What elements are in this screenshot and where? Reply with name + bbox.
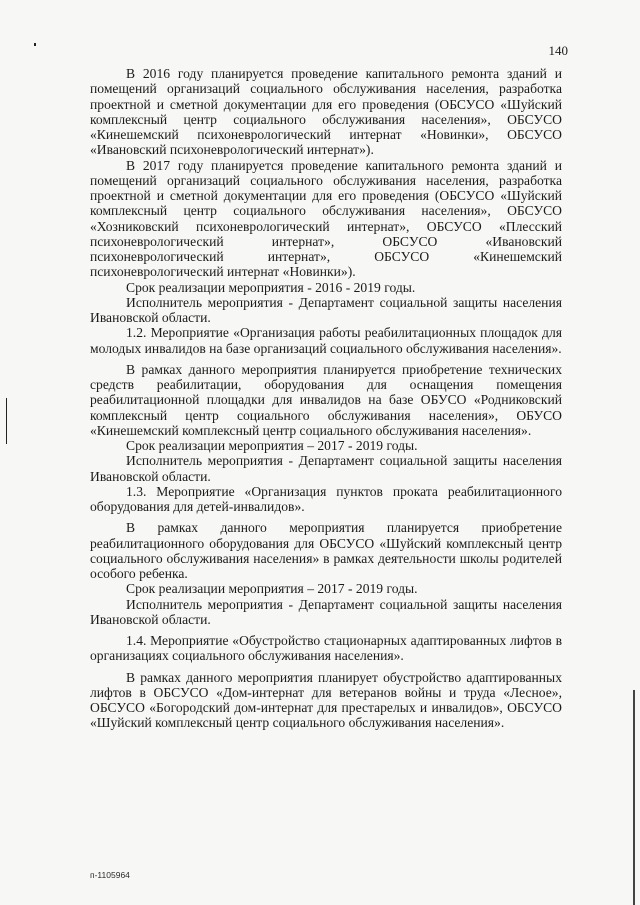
scan-speck bbox=[34, 43, 36, 46]
paragraph-capital-repair-2016: В 2016 году планируется проведение капитального ремонта зданий и помещений организаций социального обслуживания населения, разработка проектной и сметной документации для его проведения (ОБСУСО «Шуйский комплексный центр социального обслуживания населения», ОБСУСО «Кинешемский психоневрологический интернат «Новинки», ОБСУСО «Ивановский психоневрологический интернат»). bbox=[90, 66, 562, 158]
paragraph-measure-1-3: 1.3. Мероприятие «Организация пунктов проката реабилитационного оборудования для детей-инвалидов». bbox=[90, 483, 562, 514]
paragraph-description-1-3: В рамках данного мероприятия планируется приобретение реабилитационного оборудования для ОБСУСО «Шуйский комплексный центр социального обслуживания населения» в рамках деятельности школы родителей особого ребенка. bbox=[90, 520, 562, 581]
scan-margin-line bbox=[6, 398, 7, 444]
paragraph-measure-1-2: 1.2. Мероприятие «Организация работы реабилитационных площадок для молодых инвалидов на базе организаций социального обслуживания населения». bbox=[90, 325, 562, 356]
paragraph-executor-1-2: Исполнитель мероприятия - Департамент социальной защиты населения Ивановской области. bbox=[90, 453, 562, 484]
scan-edge-line bbox=[633, 690, 635, 905]
paragraph-term-1-2: Срок реализации мероприятия – 2017 - 2019 годы. bbox=[126, 438, 418, 453]
page-number: 140 bbox=[548, 43, 568, 58]
document-code: п-1105964 bbox=[90, 870, 130, 880]
paragraph-executor-1-3: Исполнитель мероприятия - Департамент социальной защиты населения Ивановской области. bbox=[90, 596, 562, 627]
paragraph-executor-1-1: Исполнитель мероприятия - Департамент социальной защиты населения Ивановской области. bbox=[90, 294, 562, 325]
document-body bbox=[90, 66, 562, 731]
paragraph-capital-repair-2017: В 2017 году планируется проведение капитального ремонта зданий и помещений организаций социального обслуживания населения, разработка проектной и сметной документации для его проведения (ОБСУСО «Шуйский комплексный центр социального обслуживания населения», ОБСУСО «Хозниковский психоневрологический интернат», ОБСУСО «Плесский психоневрологический интернат», ОБСУСО «Ивановский психоневрологический интернат», ОБСУСО «Кинешемский психоневрологический интернат «Новинки»). bbox=[90, 157, 562, 280]
paragraph-measure-1-4: 1.4. Мероприятие «Обустройство стационарных адаптированных лифтов в организациях социального обслуживания населения». bbox=[90, 633, 562, 664]
paragraph-term-1-1: Срок реализации мероприятия - 2016 - 2019 годы. bbox=[126, 279, 416, 295]
paragraph-term-1-3: Срок реализации мероприятия – 2017 - 2019 годы. bbox=[126, 581, 418, 597]
paragraph-description-1-4: В рамках данного мероприятия планирует обустройство адаптированных лифтов в ОБСУСО «Дом-интернат для ветеранов войны и труда «Лесное», ОБСУСО «Богородский дом-интернат для престарелых и инвалидов», ОБСУСО «Шуйский комплексный центр социального обслуживания населения». bbox=[90, 669, 562, 731]
paragraph-description-1-2: В рамках данного мероприятия планируется приобретение технических средств реабилитации, оборудования для оснащения помещения реабилитационной площадки для инвалидов на базе ОБУСО «Родниковский комплексный центр социального обслуживания населения», ОБУСО «Кинешемский комплексный центр социального обслуживания населения». bbox=[90, 361, 562, 438]
